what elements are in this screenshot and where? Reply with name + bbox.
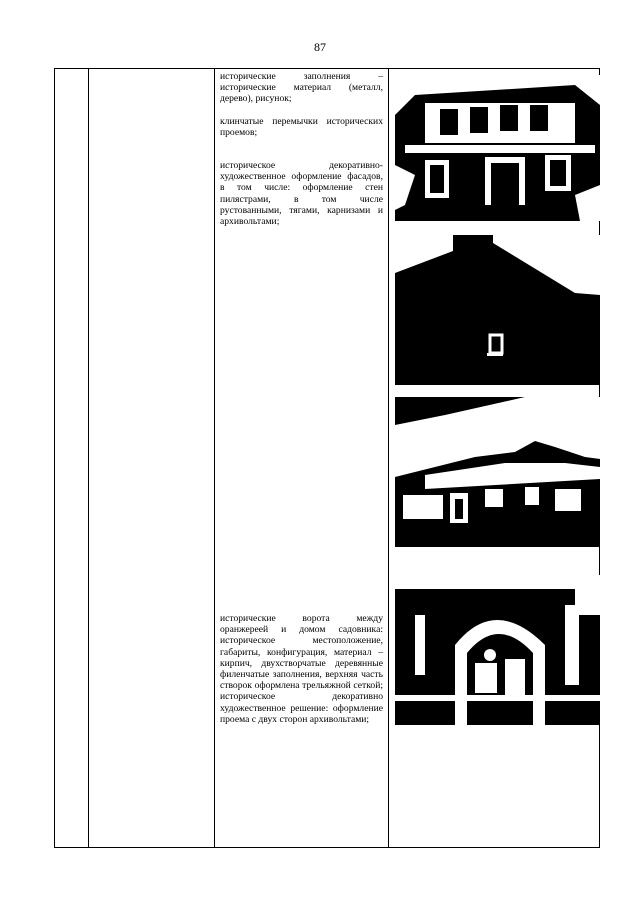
description-cell <box>220 71 383 227</box>
ruined-building-photo <box>395 397 600 547</box>
description-paragraph: исторические ворота между оранжереей и домом садовника: историческое местоположение, габариты, конфигурация, материал – кирпич, двухстворчатые деревянные филенчатые заполнения, верхняя часть створок оформлена трельяжной сеткой; историческое декоративно художественное решение: оформление проема с двух сторон архивольтами; <box>220 613 383 725</box>
column-divider <box>214 69 215 847</box>
description-cell <box>220 613 383 725</box>
column-divider <box>88 69 89 847</box>
arched-gate-photo <box>395 575 600 725</box>
page-number: 87 <box>314 40 326 54</box>
column-divider <box>388 69 389 847</box>
building-facade-photo <box>395 75 600 221</box>
description-paragraph: исторические заполнения – исторические материал (металл, дерево), рисунок; <box>220 71 383 105</box>
heritage-table <box>54 68 600 848</box>
description-paragraph: клинчатые перемычки исторических проемов; <box>220 115 383 138</box>
description-paragraph: историческое декоративно-художественное оформление фасадов, в том числе: оформление стен пилястрами, в том числе рустованными, тягами, карнизами и архивольтами; <box>220 160 383 228</box>
roof-gable-photo <box>395 235 600 385</box>
